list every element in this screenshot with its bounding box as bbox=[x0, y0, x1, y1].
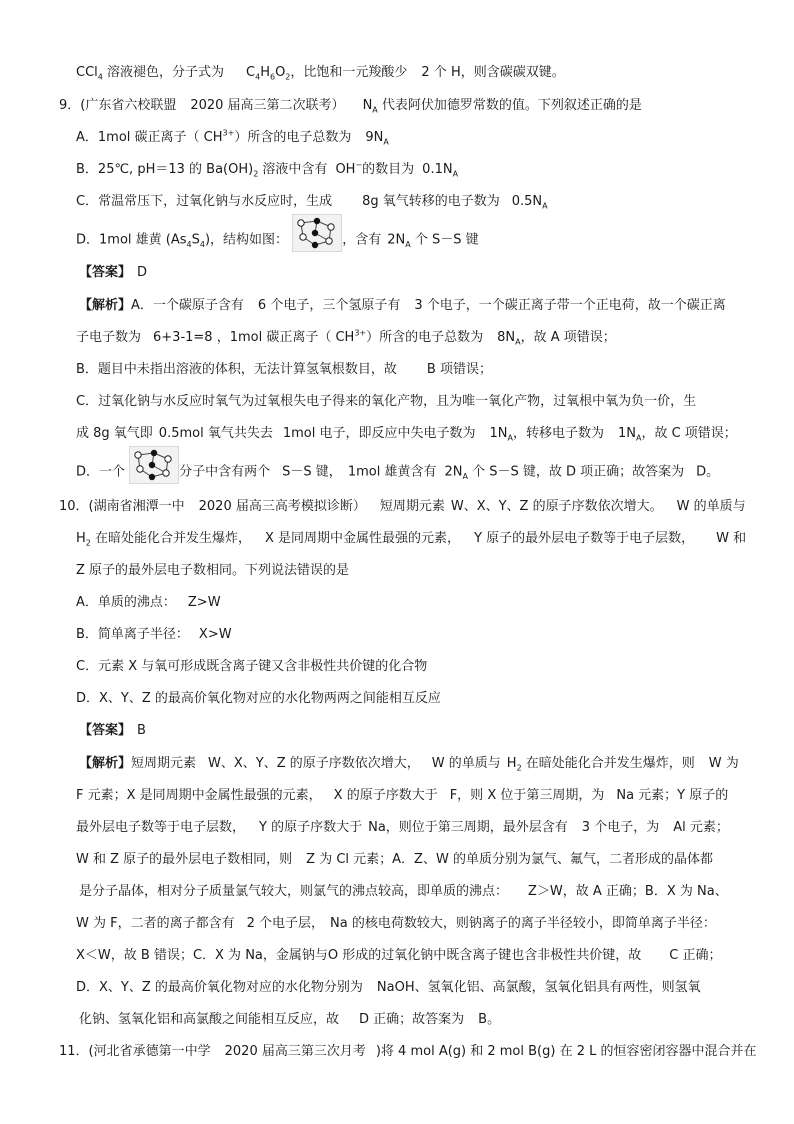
q10-stem-line-3: Z 原子的最外层电子数相同。下列说法错误的是 bbox=[76, 563, 350, 578]
q10-option-a: A．单质的沸点： Z>W bbox=[76, 595, 221, 610]
q10-explanation-line-2: F 元素；X 是同周期中金属性最强的元素， X 的原子序数大于 F，则 X 位于第三周期，为 Na 元素；Y 原子的 bbox=[76, 788, 729, 803]
q9-explanation-line-3: B．题目中未指出溶液的体积，无法计算氢氧根数目，故 B 项错误； bbox=[76, 362, 492, 377]
q9-stem: 9．(广东省六校联盟 2020 届高三第二次联考） $N_A$ 代表阿伏加德罗常数的值。下列叙述正确的是 bbox=[59, 98, 642, 115]
q9-explanation-line-2: 子电子数为 6+3-1=8 ，1mol 碳正离子（ $CH^{3+}$）所含的电子总数为 $8N_A$，故 A 项错误； bbox=[76, 328, 616, 347]
q9-option-a: A．1mol 碳正离子（ $CH^{3+}$）所含的电子总数为 $9N_A$ bbox=[76, 128, 389, 147]
q10-explanation-line-3: 最外层电子数等于电子层数， Y 的原子序数大于 Na，则位于第三周期，最外层含有 3 个电子，为 Al 元素； bbox=[76, 820, 729, 835]
q10-explanation-line-4: W 和 Z 原子的最外层电子数相同，则 Z 为 Cl 元素；A．Z、W 的单质分别为氯气、氟气，二者形成的晶体都 bbox=[76, 852, 713, 867]
q10-stem-line-1: 10．(湖南省湘潭一中 2020 届高三高考模拟诊断） 短周期元素 W、X、Y、Z 的原子序数依次增大。 W 的单质与 bbox=[59, 499, 746, 514]
q9-option-d: D．1mol 雄黄 $(As_4S_4)$，结构如图： ，含有 $2N_A$ 个 S－S 键 bbox=[76, 228, 479, 252]
q10-explanation-line-1: 【解析】短周期元素 W、X、Y、Z 的原子序数依次增大， W 的单质与 $H_2$ 在暗处能化合并发生爆炸，则 W 为 bbox=[79, 756, 739, 773]
realgar-structure-image bbox=[129, 446, 179, 484]
q10-option-b: B．简单离子半径： X>W bbox=[76, 627, 232, 642]
q10-explanation-line-8: D．X、Y、Z 的最高价氧化物对应的水化物分别为 NaOH、氢氧化铝、高氯酸，氢氧化铝具有两性，则氢氧 bbox=[76, 980, 701, 995]
q10-explanation-line-9: 化钠、氢氧化铝和高氯酸之间能相互反应，故 D 正确；故答案为 B。 bbox=[79, 1012, 501, 1027]
q10-explanation-line-5: 是分子晶体，相对分子质量氯气较大，则氯气的沸点较高，即单质的沸点： Z＞W，故 A 正确；B．X 为 Na、 bbox=[79, 884, 728, 899]
q10-stem-line-2: $H_2$ 在暗处能化合并发生爆炸， X 是同周期中金属性最强的元素， Y 原子的最外层电子数等于电子层数， W 和 bbox=[76, 531, 747, 548]
realgar-structure-image bbox=[292, 214, 342, 252]
q9-explanation-line-4: C．过氧化钠与水反应时氧气为过氧根失电子得来的氧化产物，且为唯一氧化产物，过氧根中氧为负一价，生 bbox=[76, 394, 697, 409]
q9-option-c: C．常温常压下，过氧化钠与水反应时，生成 8g 氧气转移的电子数为 $0.5N_A$ bbox=[76, 194, 548, 211]
q9-explanation-line-5: 成 8g 氧气即 0.5mol 氧气共失去 1mol 电子，即反应中失电子数为 $1N_A$，转移电子数为 $1N_A$，故 C 项错误； bbox=[76, 426, 737, 443]
q10-option-c: C．元素 X 与氧可形成既含离子键又含非极性共价键的化合物 bbox=[76, 659, 428, 674]
q10-explanation-line-6: W 为 F，二者的离子都含有 2 个电子层， Na 的核电荷数较大，则钠离子的离子半径较小，即简单离子半径： bbox=[76, 916, 716, 931]
q9-explanation-line-6: D．一个 分子中含有两个 S－S 键， 1mol 雄黄含有 $2N_A$ 个 S－S 键，故 D 项正确；故答案为 D。 bbox=[76, 460, 719, 484]
q10-option-d: D．X、Y、Z 的最高价氧化物对应的水化物两两之间能相互反应 bbox=[76, 691, 441, 706]
q10-explanation-line-7: X＜W，故 B 错误；C．X 为 Na，金属钠与O 形成的过氧化钠中既含离子键也含非极性共价键，故 C 正确； bbox=[76, 948, 722, 963]
intro-line: CCl$_4$ 溶液褪色，分子式为 $C_4H_6O_2$，比饱和一元羧酸少 2 个 H，则含碳碳双键。 bbox=[76, 65, 565, 82]
q9-answer: 【答案】 D bbox=[79, 265, 148, 280]
q9-explanation-line-1: 【解析】A．一个碳原子含有 6 个电子，三个氢原子有 3 个电子，一个碳正离子带一个正电荷，故一个碳正离 bbox=[79, 298, 726, 313]
q9-option-b: B．25℃, pH＝13 的 $Ba(OH)_2$ 溶液中含有 OH−的数目为 $0.1N_A$ bbox=[76, 160, 459, 179]
q10-answer: 【答案】 B bbox=[79, 723, 146, 738]
q11-stem-line-1: 11．(河北省承德第一中学 2020 届高三第三次月考 )将 4 mol A(g) 和 2 mol B(g) 在 2 L 的恒容密闭容器中混合并在 bbox=[59, 1044, 757, 1059]
